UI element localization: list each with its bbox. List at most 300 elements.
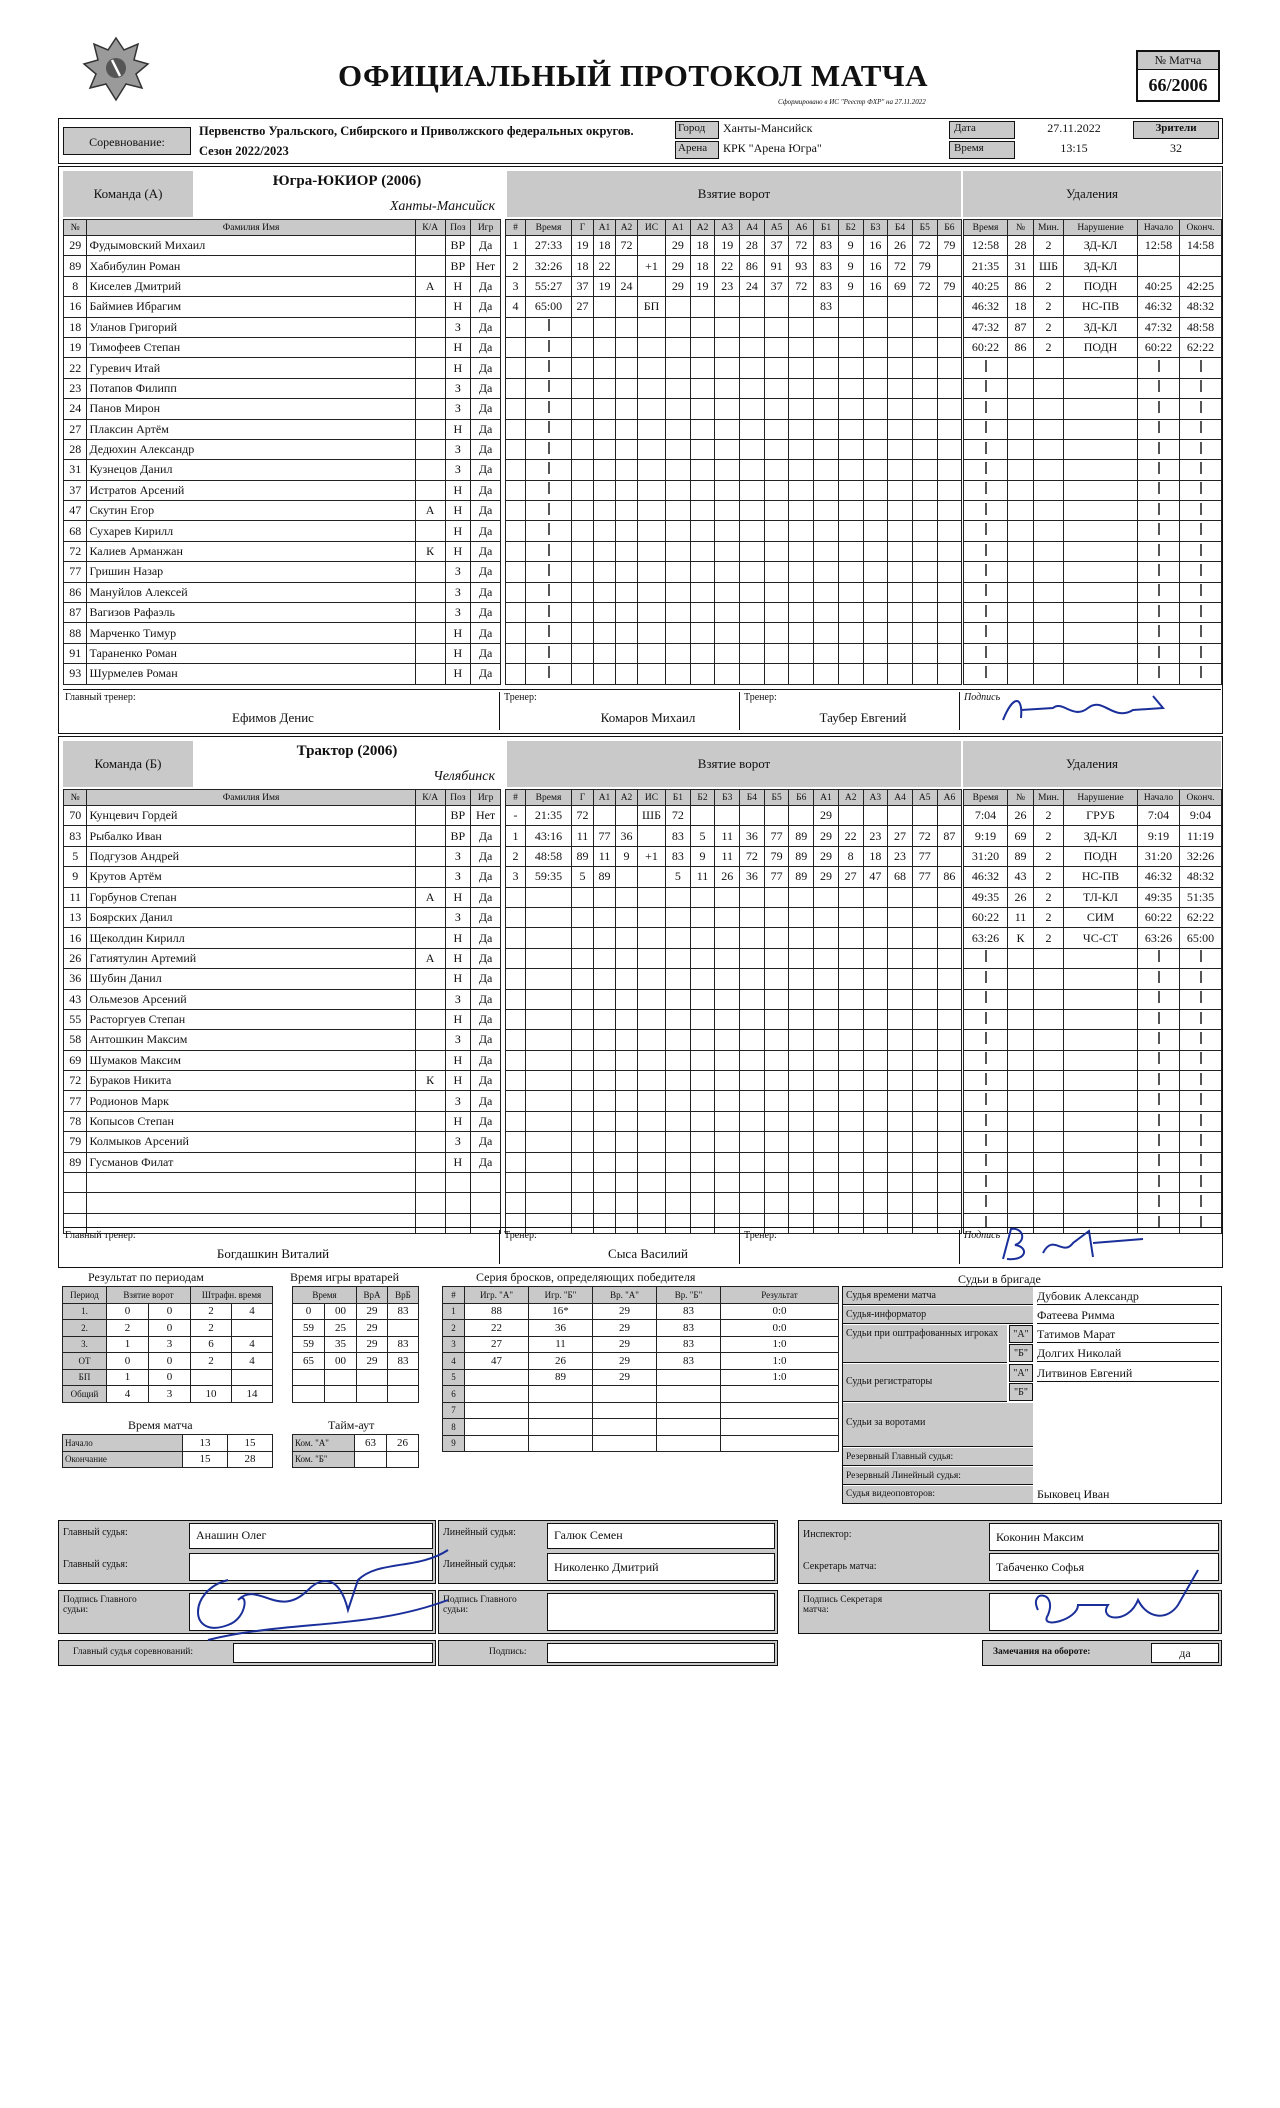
team-a-goal-row-cell: [789, 419, 814, 439]
team-b-goal-row-cell: [526, 887, 572, 907]
team-b-goal-row-cell: [690, 1091, 715, 1111]
goalie-cell: 59: [293, 1336, 325, 1353]
team-a-player-row: [64, 236, 501, 256]
team-a-player-row-cell: Да: [471, 276, 501, 296]
chief-sig-box: [438, 1640, 778, 1666]
team-b-goal-row-cell: [740, 1132, 765, 1152]
team-b-player-row-cell: 13: [64, 907, 87, 927]
team-b-goal-row-cell: [740, 1009, 765, 1029]
team-b-penalty-row-cell: [1138, 948, 1180, 968]
team-b-goal-row-cell: [616, 1009, 638, 1029]
team-a-player-row-cell: Н: [445, 337, 471, 357]
shootout-row: [443, 1353, 839, 1370]
periods-header-cell: Штрафн. время: [191, 1287, 273, 1304]
periods-header: [63, 1287, 273, 1304]
team-a-penalty-row-cell: [1180, 582, 1222, 602]
period-row: [63, 1386, 273, 1403]
team-a-goal-row-cell: [690, 643, 715, 663]
team-a-goal-row-cell: [912, 399, 937, 419]
team-b-penalty-row-cell: [1138, 1193, 1180, 1213]
team-b-penalty-row-cell: [1138, 1091, 1180, 1111]
team-a-goal-row-cell: [690, 562, 715, 582]
team-b-penalty-row-cell: 46:32: [1138, 867, 1180, 887]
team-b-goal-row-cell: [690, 1173, 715, 1193]
team-a-goal-row-cell: [912, 480, 937, 500]
team-a-goal-row: [506, 419, 962, 439]
team-b-penalty-row-cell: 62:22: [1180, 907, 1222, 927]
team-a-goal-row-cell: [526, 378, 572, 398]
goalie-cell: [325, 1369, 357, 1386]
goalie-cell: 29: [357, 1336, 388, 1353]
team-a-goal-row-cell: [572, 358, 594, 378]
team-a-goal-row-cell: [888, 378, 913, 398]
team-a-player-row-cell: Скутин Егор: [87, 501, 415, 521]
team-a-goal-row-cell: 18: [572, 256, 594, 276]
period-cell: 2.: [63, 1320, 107, 1337]
team-a-goal-row-cell: [506, 439, 526, 459]
team-a-goal-row-cell: [740, 562, 765, 582]
team-a-goal-row-cell: 93: [789, 256, 814, 276]
team-a-player-row-cell: Уланов Григорий: [87, 317, 415, 337]
team-b-goal-row-cell: [789, 1009, 814, 1029]
team-b-penalty-row-cell: [1034, 989, 1064, 1009]
shootout-cell: [721, 1435, 839, 1452]
team-b-player-row-cell: [415, 1111, 445, 1131]
team-b-goal-row-cell: 83: [666, 846, 691, 866]
team-a-penalty-row: [964, 256, 1222, 276]
team-a-goal-row-cell: 1: [506, 236, 526, 256]
team-a-goal-row-cell: 29: [666, 236, 691, 256]
match-end-label: Окончание: [63, 1451, 183, 1468]
period-cell: 3: [149, 1386, 191, 1403]
team-a-player-row-cell: Да: [471, 603, 501, 623]
team-a-player-row-cell: Баймиев Ибрагим: [87, 297, 415, 317]
team-a-goal-row-cell: [740, 643, 765, 663]
team-a-player-row-cell: Гуревич Итай: [87, 358, 415, 378]
team-a-goal-row-cell: [888, 521, 913, 541]
team-b-goal-row-cell: [616, 1193, 638, 1213]
period-cell: 4: [232, 1353, 273, 1370]
team-b-goal-row-cell: [616, 948, 638, 968]
team-a-penalty-row-cell: 62:22: [1180, 337, 1222, 357]
team-b-goal-row-cell: [690, 1071, 715, 1091]
team-b-goal-row: [506, 948, 962, 968]
match-time-title: Время матча: [128, 1418, 193, 1432]
team-b-goal-row-cell: [690, 1050, 715, 1070]
team-a-goal-row-cell: [814, 399, 839, 419]
team-a-coach-signature-icon: [993, 690, 1193, 730]
team-b-goal-row-cell: [814, 1009, 839, 1029]
team-a-goal-row-cell: [789, 399, 814, 419]
team-a-goals-header-row-cell: Время: [526, 220, 572, 236]
shootout-cell: 7: [443, 1402, 465, 1419]
team-a-goal-row-cell: [638, 643, 666, 663]
shootout-cell: 1: [443, 1303, 465, 1320]
team-b-player-row-cell: З: [445, 1132, 471, 1152]
team-a-goal-row-cell: [666, 643, 691, 663]
team-b-goal-row-cell: [715, 928, 740, 948]
team-b-penalty-row: [964, 1009, 1222, 1029]
team-a-goal-row-cell: [616, 399, 638, 419]
team-b-goal-row-cell: [616, 1091, 638, 1111]
team-a-penalty-row-cell: 48:32: [1180, 297, 1222, 317]
team-b-goal-row-cell: [863, 928, 888, 948]
team-b-penalty-row-cell: 49:35: [1138, 887, 1180, 907]
team-a-goal-row-cell: [616, 603, 638, 623]
team-a-penalty-row-cell: [1138, 623, 1180, 643]
team-b-goal-row-cell: [937, 948, 962, 968]
team-a-pen-header-row: [964, 220, 1222, 236]
team-a-goal-row-cell: [616, 480, 638, 500]
team-b-goal-row-cell: [863, 1091, 888, 1111]
shootout-cell: [657, 1402, 721, 1419]
shootout-cell: [465, 1435, 529, 1452]
team-a-goal-row-cell: 72: [912, 276, 937, 296]
team-a-goal-row-cell: [838, 460, 863, 480]
timeout-title: Тайм-аут: [328, 1418, 375, 1432]
team-a-coach1-label: Тренер:: [499, 692, 537, 730]
team-b-goal-row-cell: [764, 1193, 789, 1213]
team-a-penalty-row: [964, 643, 1222, 663]
team-a-goal-row-cell: [838, 643, 863, 663]
team-b-goal-row-cell: [838, 1152, 863, 1172]
team-b-goal-row-cell: [690, 1111, 715, 1131]
team-b-player-row-cell: Да: [471, 928, 501, 948]
team-a-goal-row-cell: [690, 399, 715, 419]
team-a-player-row-cell: [415, 643, 445, 663]
team-a-player-row-cell: Н: [445, 664, 471, 684]
team-b-goal-row-cell: 5: [572, 867, 594, 887]
period-cell: 0: [107, 1303, 149, 1320]
team-a-goal-row-cell: [506, 541, 526, 561]
team-b-player-row: [64, 1111, 501, 1131]
team-b-goal-row-cell: [838, 948, 863, 968]
team-b-goal-row-cell: [937, 1111, 962, 1131]
team-a-goal-row-cell: [764, 562, 789, 582]
team-b-goal-row-cell: [506, 1152, 526, 1172]
team-b-player-row-cell: ВР: [445, 826, 471, 846]
team-a-goal-row-cell: [506, 317, 526, 337]
team-b-goal-row-cell: [814, 1132, 839, 1152]
team-b-coach-signature-icon: [993, 1220, 1193, 1266]
shootout-row: [443, 1320, 839, 1337]
penalty-judge-b: Долгих Николай: [1037, 1344, 1219, 1362]
team-a-penalty-row-cell: [1138, 603, 1180, 623]
team-b-penalty-row-cell: 2: [1034, 846, 1064, 866]
team-b-goal-row-cell: 22: [838, 826, 863, 846]
team-b-goal-row-cell: [715, 1091, 740, 1111]
period-row: [63, 1353, 273, 1370]
team-a-goal-row-cell: [572, 582, 594, 602]
team-b-goal-row-cell: [814, 1050, 839, 1070]
team-b-player-row-cell: [87, 1173, 415, 1193]
penalty-judges-label: Судьи при оштрафованных игроках: [843, 1325, 1007, 1363]
shootout-row: [443, 1402, 839, 1419]
team-a-goal-row-cell: [715, 358, 740, 378]
team-a-player-row-cell: Истратов Арсений: [87, 480, 415, 500]
secretary: Табаченко Софья: [989, 1553, 1219, 1581]
team-a-goal-row-cell: [715, 337, 740, 357]
team-b-goal-row-cell: [616, 1030, 638, 1050]
team-a-goal-row-cell: [764, 643, 789, 663]
team-b-goal-row-cell: [814, 887, 839, 907]
team-a-player-row-cell: Да: [471, 236, 501, 256]
team-a-goal-row-cell: [764, 419, 789, 439]
team-a-goal-row-cell: [616, 358, 638, 378]
period-cell: 0: [149, 1303, 191, 1320]
team-b-goal-row-cell: [764, 1071, 789, 1091]
team-a-goal-row-cell: [912, 378, 937, 398]
team-b-goal-row-cell: [572, 969, 594, 989]
shootout-row: [443, 1336, 839, 1353]
team-b-roster-header-cell: Игр: [471, 790, 501, 806]
team-b-penalty-row-cell: [1064, 1132, 1138, 1152]
team-b-goal-row-cell: [912, 1071, 937, 1091]
team-a-player-row-cell: Н: [445, 501, 471, 521]
shootout-row: [443, 1386, 839, 1403]
team-b-penalty-row-cell: 48:32: [1180, 867, 1222, 887]
team-b-goal-row-cell: [789, 1050, 814, 1070]
team-b-player-row-cell: [64, 1193, 87, 1213]
team-a-goal-row-cell: [764, 460, 789, 480]
team-a-goal-row-cell: [715, 664, 740, 684]
reserve-linesman-label: Резервный Линейный судья:: [843, 1467, 1033, 1485]
team-a-penalty-row-cell: [1064, 521, 1138, 541]
team-b-goal-row-cell: [526, 1173, 572, 1193]
team-a-penalty-row-cell: [1180, 562, 1222, 582]
team-a-goals-header-row-cell: А5: [764, 220, 789, 236]
linesman-label-1: Линейный судья:: [443, 1527, 516, 1538]
team-a-goal-row-cell: [764, 399, 789, 419]
team-b-goal-row-cell: [789, 1152, 814, 1172]
team-a-player-row-cell: [415, 337, 445, 357]
team-a-penalty-row-cell: [1138, 358, 1180, 378]
team-b-goal-row-cell: [838, 969, 863, 989]
team-b-goal-row-cell: [616, 887, 638, 907]
team-a-goal-row-cell: [937, 480, 962, 500]
team-b-goal-row-cell: [715, 1111, 740, 1131]
team-a-goal-row-cell: [616, 378, 638, 398]
team-b-goal-row-cell: [740, 1091, 765, 1111]
team-a-goal-row-cell: [814, 603, 839, 623]
team-a-goal-row-cell: 83: [814, 297, 839, 317]
team-a-goal-row-cell: [863, 603, 888, 623]
team-a-goal-row-cell: [814, 664, 839, 684]
team-a-goal-row-cell: [814, 358, 839, 378]
team-b-goal-row-cell: [937, 1132, 962, 1152]
team-a-goal-row-cell: 18: [594, 236, 616, 256]
goalie-cell: [357, 1369, 388, 1386]
team-a-penalty-row-cell: [1064, 664, 1138, 684]
team-a-goal-row-cell: 72: [888, 256, 913, 276]
team-a-player-row-cell: Шурмелев Роман: [87, 664, 415, 684]
team-b-goal-row-cell: [888, 989, 913, 1009]
team-a-goal-row-cell: 19: [594, 276, 616, 296]
team-b-goal-row: [506, 969, 962, 989]
team-a-penalty-row-cell: 2: [1034, 297, 1064, 317]
shootout-cell: [465, 1402, 529, 1419]
team-b-goal-row-cell: [789, 1132, 814, 1152]
shootout-cell: [721, 1402, 839, 1419]
team-b-goal-row-cell: 72: [572, 806, 594, 826]
team-a-player-row-cell: Н: [445, 521, 471, 541]
team-b-goal-row-cell: [764, 907, 789, 927]
team-a-penalty-row-cell: [1034, 480, 1064, 500]
team-a-goal-row-cell: [690, 419, 715, 439]
team-a-coach2-label: Тренер:: [739, 692, 777, 730]
match-start-h: 13: [183, 1435, 228, 1452]
team-b-goal-row-cell: [526, 1050, 572, 1070]
team-b-goal-row-cell: [506, 1132, 526, 1152]
team-a-goal-row-cell: [638, 582, 666, 602]
team-a-goal-row-cell: [740, 399, 765, 419]
team-a-penalty-row-cell: [1064, 603, 1138, 623]
team-b-goal-row-cell: [506, 907, 526, 927]
team-b-player-row-cell: Да: [471, 1152, 501, 1172]
team-a-goal-row-cell: [666, 582, 691, 602]
team-a-goal-row-cell: [715, 460, 740, 480]
team-b-penalty-row-cell: [1008, 1111, 1034, 1131]
team-b-goal-row-cell: [863, 969, 888, 989]
team-b-goal-row-cell: [638, 907, 666, 927]
team-a-goal-row-cell: [616, 643, 638, 663]
team-b-goal-row-cell: [838, 806, 863, 826]
team-a-goal-row-cell: [789, 317, 814, 337]
team-b-goal-row-cell: [572, 907, 594, 927]
team-a-player-row: [64, 317, 501, 337]
team-a-player-row-cell: Да: [471, 480, 501, 500]
timeout-a-m: 63: [355, 1435, 387, 1452]
team-a-goal-row-cell: [506, 623, 526, 643]
team-b-penalty-row-cell: [1064, 1071, 1138, 1091]
team-b-penalty-row-cell: [1008, 1009, 1034, 1029]
team-b-penalty-row-cell: 2: [1034, 867, 1064, 887]
team-b-goal-row-cell: [526, 1111, 572, 1131]
team-a-penalty-row-cell: [1034, 582, 1064, 602]
team-a-penalty-row: [964, 562, 1222, 582]
team-a-goal-row-cell: [616, 664, 638, 684]
team-b-goals-header-row-cell: А4: [888, 790, 913, 806]
team-b-goal-row-cell: 47: [863, 867, 888, 887]
team-a-goal-row-cell: [764, 501, 789, 521]
team-b-penalty-row-cell: 2: [1034, 806, 1064, 826]
team-a-city: Ханты-Мансийск: [389, 199, 495, 214]
team-a-goal-row-cell: [526, 480, 572, 500]
team-a-penalty-row-cell: [1138, 664, 1180, 684]
team-a-goal-row-cell: [594, 521, 616, 541]
team-a-player-row: [64, 378, 501, 398]
team-b-goals-header-row-cell: А5: [912, 790, 937, 806]
team-b-city: Челябинск: [433, 769, 495, 784]
team-b-goals-header-row-cell: Г: [572, 790, 594, 806]
team-a-goal-row-cell: [594, 337, 616, 357]
team-a-penalty-row-cell: [1064, 562, 1138, 582]
team-a-goals-header-row-cell: А4: [740, 220, 765, 236]
team-a-penalty-row-cell: [1034, 541, 1064, 561]
team-a-goal-row: [506, 317, 962, 337]
team-b-penalty-row-cell: К: [1008, 928, 1034, 948]
team-b-goal-row-cell: [594, 1071, 616, 1091]
period-cell: 2: [191, 1303, 232, 1320]
team-a-goal-row-cell: [526, 337, 572, 357]
team-b-goal-row-cell: [912, 1132, 937, 1152]
team-a-goal-row-cell: [740, 439, 765, 459]
team-b-player-row-cell: Н: [445, 1111, 471, 1131]
team-a-penalty-row-cell: [1034, 643, 1064, 663]
team-b-roster-header-cell: №: [64, 790, 87, 806]
team-b-goal-row-cell: [526, 969, 572, 989]
team-b-goal-row-cell: [638, 1193, 666, 1213]
chief-referee-label: Главный судья соревнований:: [73, 1647, 194, 1657]
team-b-player-row-cell: 79: [64, 1132, 87, 1152]
team-b-goal-row-cell: [638, 969, 666, 989]
team-b-goal-row-cell: [888, 887, 913, 907]
team-b-penalty-row-cell: 2: [1034, 826, 1064, 846]
team-b-goal-row-cell: [888, 1050, 913, 1070]
shootout-header-cell: Результат: [721, 1287, 839, 1304]
team-a-goals-header-row-cell: Б5: [912, 220, 937, 236]
team-b-penalty-row-cell: [1064, 969, 1138, 989]
period-cell: 3.: [63, 1336, 107, 1353]
team-b-goal-row-cell: 43:16: [526, 826, 572, 846]
team-a-penalty-row-cell: [964, 480, 1008, 500]
team-b-goal-row-cell: [764, 806, 789, 826]
shootout-cell: 4: [443, 1353, 465, 1370]
team-a-goal-row-cell: [616, 562, 638, 582]
team-b-goal-row-cell: [789, 1193, 814, 1213]
competition-label: Соревнование:: [63, 127, 191, 155]
main-referee-2-label: Главный судья:: [63, 1559, 128, 1570]
team-a-goal-row-cell: [789, 582, 814, 602]
team-b-goal-row-cell: [594, 1152, 616, 1172]
team-a-goal-row-cell: [690, 317, 715, 337]
team-b-head-coach: Богдашкин Виталий: [216, 1246, 330, 1261]
team-a-penalty-row-cell: 48:58: [1180, 317, 1222, 337]
team-a-penalty-row-cell: [1064, 480, 1138, 500]
team-b-penalty-row-cell: НС-ПВ: [1064, 867, 1138, 887]
team-b-goal-row-cell: [740, 1050, 765, 1070]
team-b-penalty-row-cell: [1034, 1009, 1064, 1029]
team-a-goal-row-cell: [638, 317, 666, 337]
team-a-penalty-row-cell: 2: [1034, 236, 1064, 256]
team-b-goal-row-cell: [814, 1091, 839, 1111]
team-a-goals-header-row-cell: Б1: [814, 220, 839, 236]
team-b-player-row-cell: 58: [64, 1030, 87, 1050]
team-a-goal-row: [506, 521, 962, 541]
goalie-cell: 29: [357, 1320, 388, 1337]
team-b-goal-row-cell: [506, 1050, 526, 1070]
timekeeper-label: Судья времени матча: [843, 1287, 1033, 1305]
team-a-goal-row-cell: [863, 317, 888, 337]
team-a-penalty-row: [964, 460, 1222, 480]
team-b-goal-row-cell: [814, 969, 839, 989]
team-a-player-row: [64, 439, 501, 459]
team-a-goal-row-cell: [666, 501, 691, 521]
period-cell: БП: [63, 1369, 107, 1386]
goalie-cell: 35: [325, 1336, 357, 1353]
team-b-penalty-row-cell: [1180, 1152, 1222, 1172]
team-a-penalty-row-cell: [1138, 562, 1180, 582]
team-b-goal-row-cell: [789, 1030, 814, 1050]
team-b-penalty-row-cell: [964, 969, 1008, 989]
goalie-row: [293, 1353, 419, 1370]
team-b-player-row-cell: Да: [471, 1132, 501, 1152]
team-b-goals-header-row-cell: А2: [616, 790, 638, 806]
team-b-goal-row: [506, 989, 962, 1009]
match-end-m: 28: [228, 1451, 273, 1468]
team-a-goal-row-cell: [594, 562, 616, 582]
team-a-player-row-cell: 18: [64, 317, 87, 337]
